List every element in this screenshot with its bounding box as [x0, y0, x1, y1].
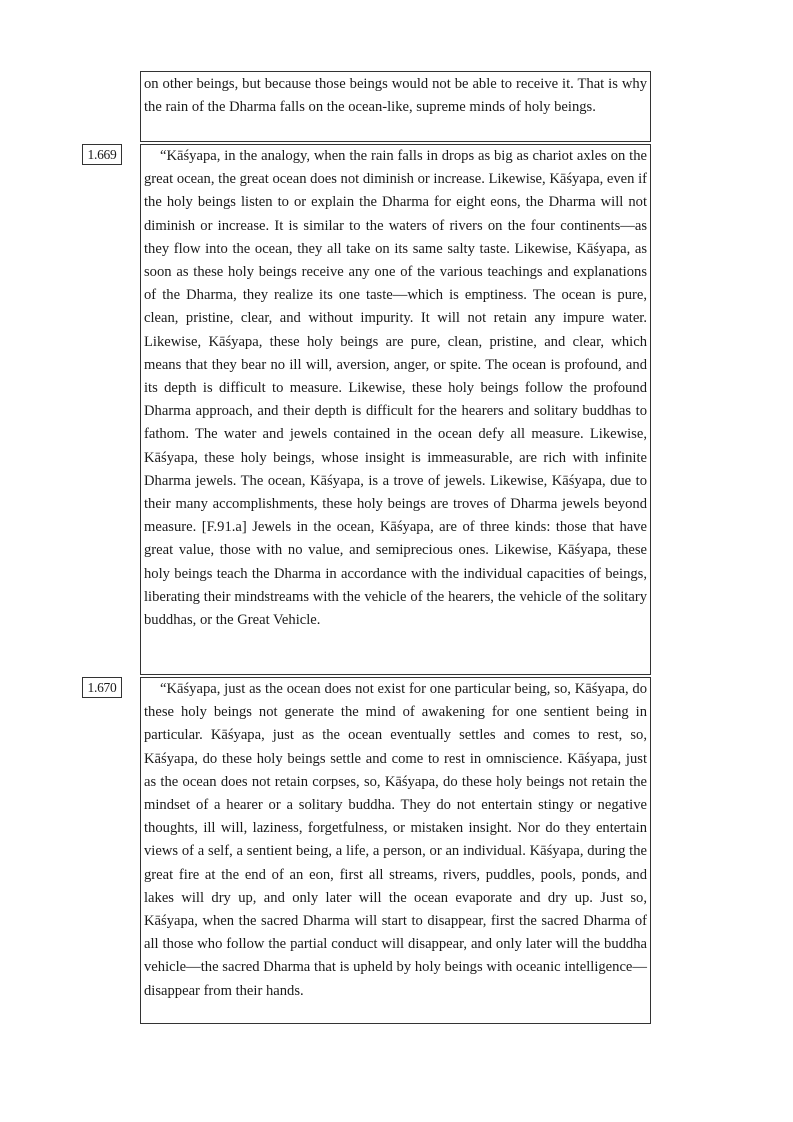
verse-paragraph: “Kāśyapa, in the analogy, when the rain falls in drops as big as chariot axles on the great ocean, the great ocean does not diminish or increase. Likewise, Kāśyapa, even if the holy beings listen to or explain the Dharma for eight eons, the Dharma will not diminish or increase. It is similar to the waters of rivers on the four continents—as they flow into the ocean, they all take on its same salty taste. Likewise, Kāśyapa, as soon as these holy beings receive any one of the various teachings and explanations of the Dharma, they realize its one taste—which is emptiness. The ocean is pure, clean, pristine, clear, and without impurity. It will not retain any impure water. Likewise, Kāśyapa, these holy beings are pure, clean, pristine, and clear, which means that they bear no ill will, aversion, anger, or spite. The ocean is profound, and its depth is difficult to measure. Likewise, these holy beings follow the profound Dharma approach, and their depth is difficult for the hearers and solitary buddhas to fathom. The water and jewels contained in the ocean defy all measure. Likewise, Kāśyapa, these holy beings, whose insight is immeasurable, are rich with infinite Dharma jewels. The ocean, Kāśyapa, is a trove of jewels. Likewise, Kāśyapa, due to their many accomplishments, these holy beings are troves of Dharma jewels beyond measure. [F.91.a] Jewels in the ocean, Kāśyapa, are of three kinds: those that have great value, those with no value, and semiprecious ones. Likewise, Kāśyapa, these holy beings teach the Dharma in accordance with the individual capacities of beings, liberating their mindstreams with the vehicle of the hearers, the vehicle of the solitary buddhas, or the Great Vehicle.	[144, 148, 647, 629]
verse-text-block	[140, 677, 651, 1024]
verse-paragraph: “Kāśyapa, just as the ocean does not exist for one particular being, so, Kāśyapa, do these holy beings not generate the mind of awakening for one sentient being in particular. Kāśyapa, just as the ocean eventually settles and comes to rest, so, Kāśyapa, do these holy beings settle and come to rest in omniscience. Kāśyapa, just as the ocean does not retain corpses, so, Kāśyapa, do these holy beings not retain the mindset of a hearer or a solitary buddha. They do not entertain stingy or negative thoughts, ill will, laziness, forgetfulness, or mistaken insight. Nor do they entertain views of a self, a sentient being, a life, a person, or an individual. Kāśyapa, during the great fire at the end of an eon, first all streams, rivers, puddles, pools, ponds, and lakes will dry up, and only later will the ocean evaporate and dry up. Just so, Kāśyapa, when the sacred Dharma will start to disappear, first the sacred Dharma of all those who follow the partial conduct will disappear, and only later will the buddha vehicle—the sacred Dharma that is upheld by holy beings with oceanic intelligence—disappear from their hands.	[144, 681, 647, 999]
verse-text-block	[140, 144, 651, 675]
verse-number-label: 1.670	[82, 677, 122, 698]
verse-number-label: 1.669	[82, 144, 122, 165]
continuation-paragraph: on other beings, but because those beings would not be able to receive it. That is why the rain of the Dharma falls on the ocean-like, supreme minds of holy beings.	[144, 76, 647, 116]
continuation-text-block	[140, 71, 651, 142]
